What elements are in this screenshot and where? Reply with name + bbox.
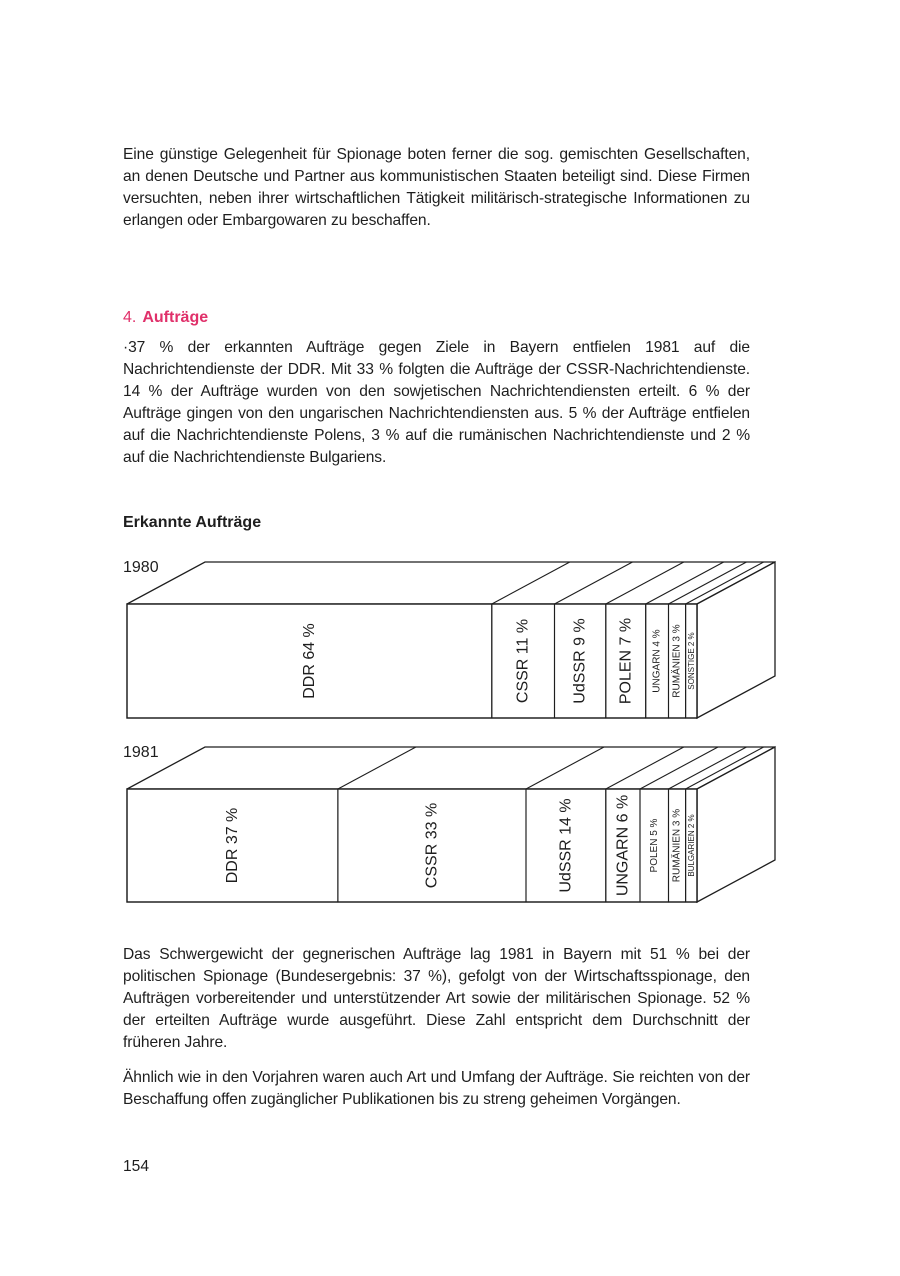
segment-label-ddr: DDR 64 % bbox=[300, 623, 318, 699]
segment-label-cssr: CSSR 11 % bbox=[514, 618, 532, 704]
paragraph-order-scope: Ähnlich wie in den Vorjahren waren auch Art und Umfang der Aufträge. Sie reichten von der Beschaffung offen zugänglicher Publikationen bis zu streng geheimen Vorgängen. bbox=[123, 1069, 750, 1108]
bar-top-face bbox=[127, 747, 775, 789]
segment-label-sonstige: SONSTIGE 2 % bbox=[686, 632, 696, 690]
paragraph-espionage-focus: Das Schwergewicht der gegnerischen Aufträge lag 1981 in Bayern mit 51 % bei der politischen Spionage (Bundesergebnis: 37 %), gefolgt von der Wirtschaftsspionage, den Aufträgen vorbereitender und unterstützender Art sowie der militärischen Spionage. 52 % der erteilten Aufträge wurde ausgeführt. Diese Zahl entspricht dem Durchschnitt der früheren Jahre. bbox=[123, 946, 750, 1051]
bar-front-face bbox=[127, 789, 697, 902]
segment-label-rumänien: RUMÄNIEN 3 % bbox=[671, 624, 683, 698]
segment-label-ungarn: UNGARN 6 % bbox=[614, 794, 632, 897]
paragraph-orders-distribution: ·37 % der erkannten Aufträge gegen Ziele in Bayern entfielen 1981 auf die Nachrichtendienste der DDR. Mit 33 % folgten die Aufträge der CSSR-Nachrichtendienste. 14 % der Aufträge wurden von den sowjetischen Nachrichtendiensten erteilt. 6 % der Aufträge gingen von den ungarischen Nachrichtendiensten aus. 5 % der Aufträge entfielen auf die Nachrichtendienste Polens, 3 % auf die rumänischen Nachrichtendienste und 2 % auf die Nachrichtendienste Bulgariens. bbox=[123, 339, 750, 466]
segment-label-ddr: DDR 37 % bbox=[223, 807, 241, 884]
bar-front-face bbox=[127, 604, 697, 718]
page-number: 154 bbox=[123, 1158, 150, 1175]
segment-label-polen: POLEN 7 % bbox=[617, 617, 635, 705]
segment-label-polen: POLEN 5 % bbox=[648, 818, 660, 873]
paragraph-mixed-companies: Eine günstige Gelegenheit für Spionage boten ferner die sog. gemischten Gesellschaften, an denen Deutsche und Partner aus kommunistischen Staaten beteiligt sind. Diese Firmen versuchten, neben ihrer wirtschaftlichen Tätigkeit militärisch-strategische Informationen zu erlangen oder Embargowaren zu beschaffen. bbox=[123, 146, 750, 229]
bar-top-face bbox=[127, 562, 775, 604]
chart-title: Erkannte Aufträge bbox=[123, 514, 262, 531]
segment-label-udssr: UdSSR 14 % bbox=[557, 798, 575, 893]
section-number: 4. bbox=[123, 309, 137, 326]
segment-label-rumänien: RUMÄNIEN 3 % bbox=[671, 808, 683, 883]
segment-label-bulgarien: BULGARIEN 2 % bbox=[686, 814, 696, 877]
bar-1980 bbox=[123, 559, 775, 718]
year-label-1981: 1981 bbox=[123, 744, 159, 761]
section-title: Aufträge bbox=[142, 309, 209, 326]
bar-1981 bbox=[123, 744, 775, 902]
year-label-1980: 1980 bbox=[123, 559, 159, 576]
segment-label-cssr: CSSR 33 % bbox=[423, 802, 441, 889]
segment-label-udssr: UdSSR 9 % bbox=[571, 618, 589, 704]
segment-label-ungarn: UNGARN 4 % bbox=[651, 629, 663, 693]
